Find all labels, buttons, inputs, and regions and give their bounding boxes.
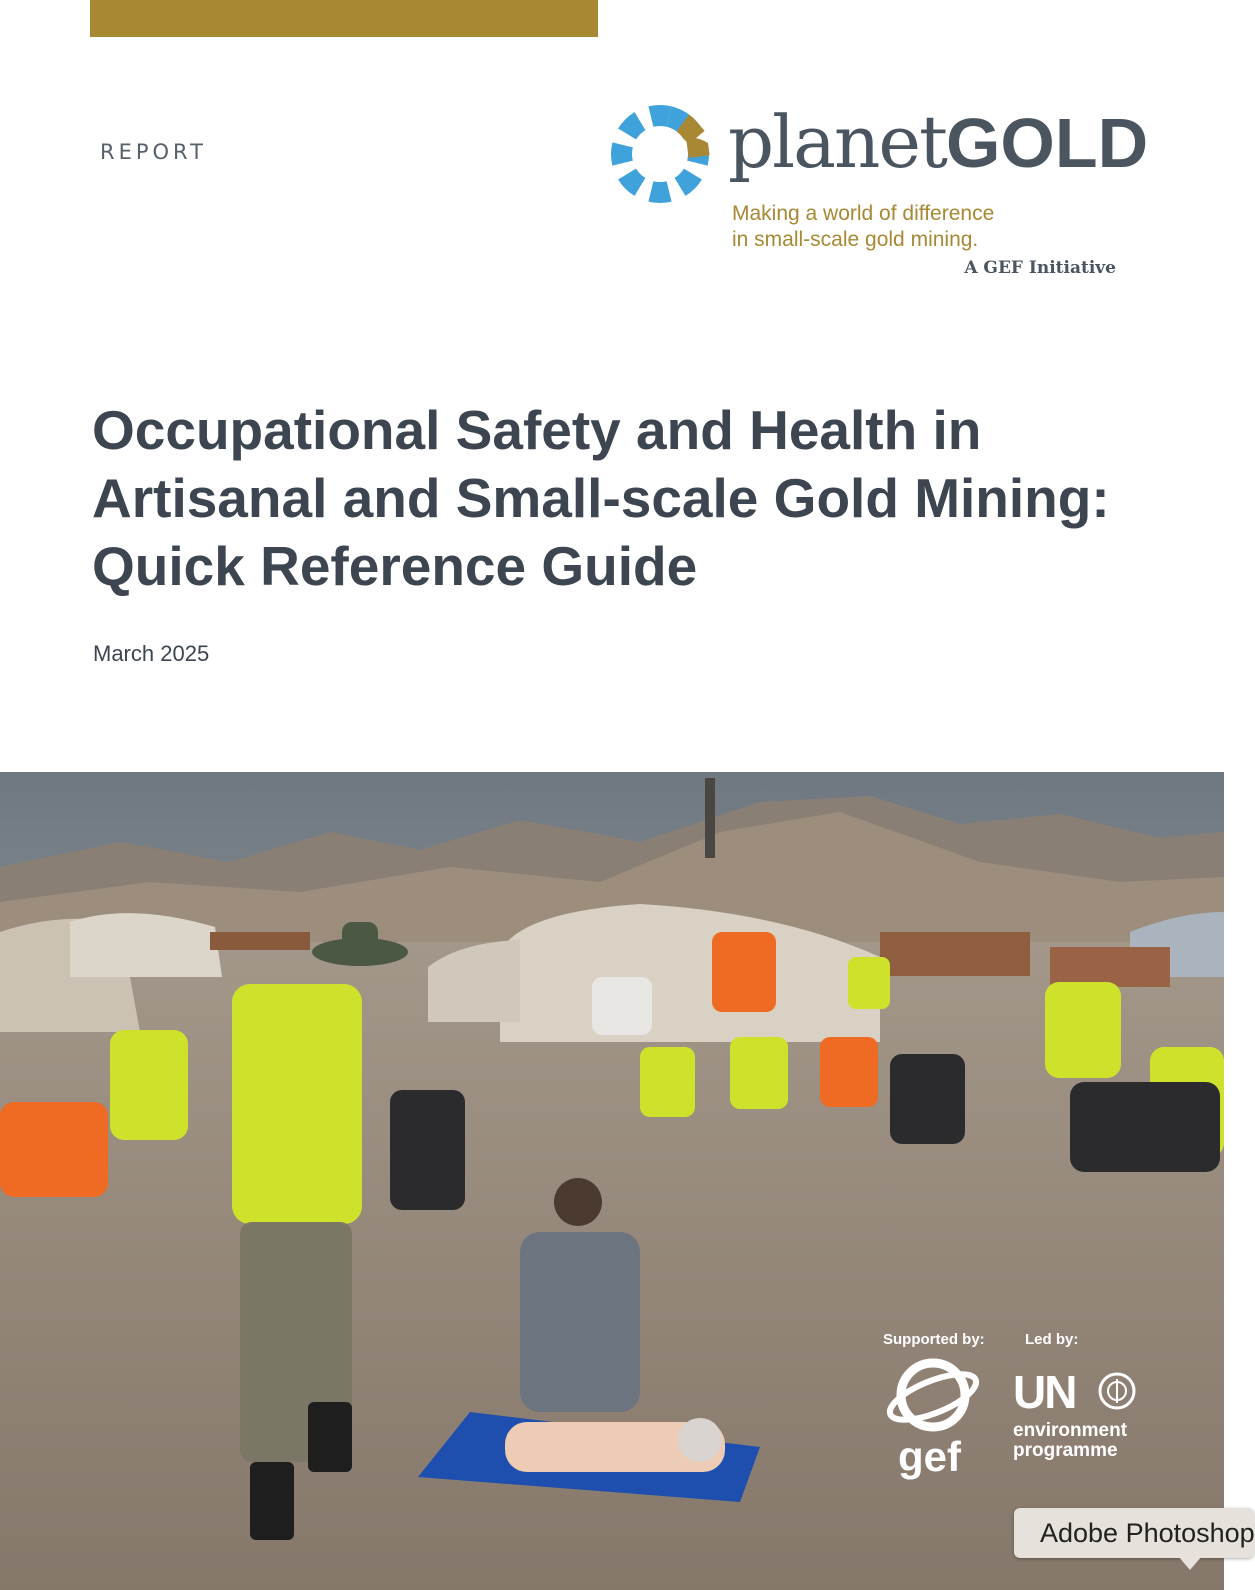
- title-line-3: Quick Reference Guide: [92, 535, 698, 597]
- wordmark-planet: planet: [728, 100, 946, 184]
- gef-logo-text: gef: [898, 1433, 961, 1480]
- supported-by-label: Supported by:: [883, 1331, 985, 1348]
- tagline-line-2: in small-scale gold mining.: [732, 228, 979, 251]
- planetgold-wordmark: [728, 100, 1149, 184]
- report-title: [92, 396, 1192, 600]
- planetgold-sun-icon: [608, 102, 712, 206]
- unep-line-2: programme: [1013, 1440, 1118, 1461]
- un-emblem-icon: [1097, 1371, 1137, 1411]
- report-date: March 2025: [93, 641, 210, 666]
- planetgold-logo: [608, 98, 1149, 288]
- title-line-2: Artisanal and Small-scale Gold Mining:: [92, 467, 1110, 529]
- unep-line-1: environment: [1013, 1420, 1128, 1441]
- unep-wordmark: [1013, 1421, 1127, 1461]
- gold-top-bar: [90, 0, 598, 37]
- gef-initiative-label: A GEF Initiative: [964, 258, 1116, 278]
- sponsor-logos: [883, 1331, 1183, 1481]
- report-label: REPORT: [100, 140, 207, 164]
- wordmark-gold: GOLD: [945, 104, 1149, 182]
- led-by-label: Led by:: [1025, 1331, 1079, 1348]
- tagline-line-1: Making a world of difference: [732, 202, 995, 225]
- app-tooltip: Adobe Photoshop: [1014, 1508, 1254, 1558]
- tooltip-pointer: [1178, 1556, 1202, 1570]
- title-line-1: Occupational Safety and Health in: [92, 399, 982, 461]
- gef-logo-icon: [888, 1357, 988, 1480]
- logo-tagline: [732, 201, 994, 253]
- un-logo-text: UN: [1013, 1366, 1076, 1418]
